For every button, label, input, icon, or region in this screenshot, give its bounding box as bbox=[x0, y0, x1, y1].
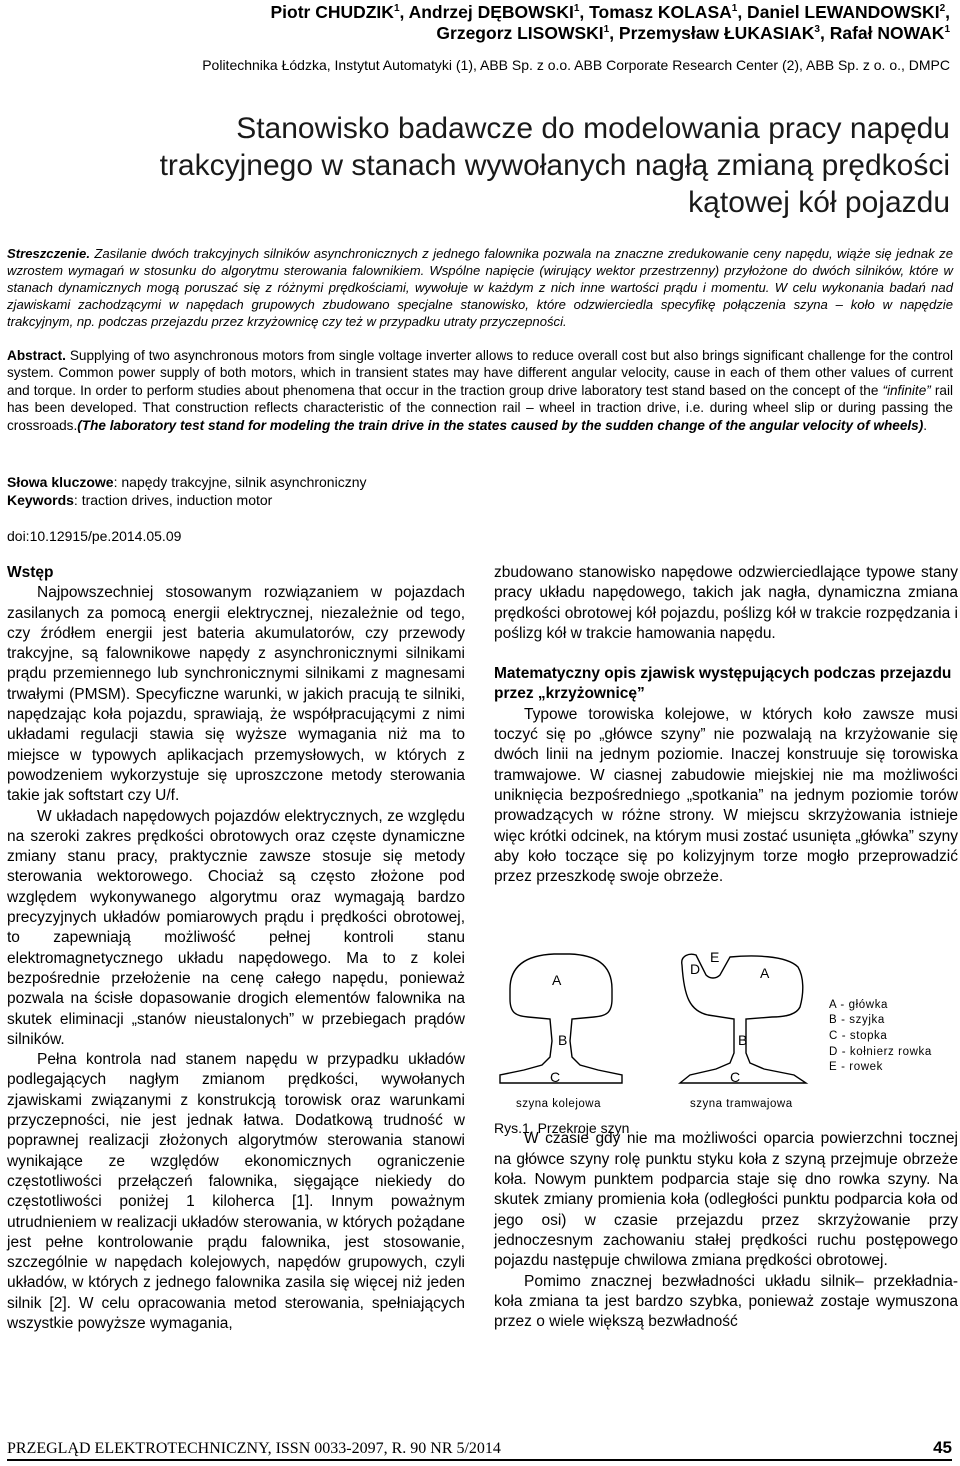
streszczenie-label: Streszczenie. bbox=[7, 246, 90, 261]
rail1-name: szyna kolejowa bbox=[516, 1098, 601, 1110]
authors-line-2 bbox=[90, 23, 950, 44]
legend-item: D - kołnierz rowka bbox=[829, 1046, 932, 1058]
keywords-en bbox=[7, 491, 272, 509]
journal-footer: PRZEGLĄD ELEKTROTECHNICZNY, ISSN 0033-2097, R. 90 NR 5/2014 bbox=[7, 1440, 501, 1457]
left-paragraph-2: W układach napędowych pojazdów elektrycznych, ze względu na szeroki zakres prędkości obrotowych oraz częste dynamiczne zmiany stanu pracy, praktycznie zawsze stosuje się metody sterowania wektorowego. Chociaż są często złożone pod względem wykonywanego algorytmu oraz wymagają bardzo precyzyjnych układów pomiarowych prądu i prędkości obrotowej, to zapewniają możliwość pełnej kontroli stanu elektromagnetycznego układu napędowego. Ma to z kolei bezpośrednie przełożenie na cenę całego napędu, ponieważ pozwala na ścisłe dopasowanie drogich elementów falownika na skutek eliminacji „stanów nieustalonych” w przebiegach prądów silników. bbox=[7, 807, 465, 1048]
abstract-text: Supplying of two asynchronous motors from single voltage inverter allows to reduce overall cost but also brings significant challenge for the control system. Common power supply of both motors, which in transient states may have different angular velocity, cause in each of them other values of current and torque. In order to perform studies about phenomena that occur in the traction group drive laboratory test stand based on the concept of the bbox=[7, 348, 953, 398]
abstract-end: . bbox=[923, 417, 928, 433]
keywords-pl-label: Słowa kluczowe bbox=[7, 474, 114, 490]
right-paragraph-4: Pomimo znacznej bezwładności układu silnik– przekładnia-koła zmiana ta jest bardzo szybka, ponieważ zostaje wymuszona przez o wiele większą bezwładność bbox=[494, 1272, 958, 1331]
rail2-label-a: A bbox=[760, 965, 770, 981]
keywords-en-label: Keywords bbox=[7, 492, 74, 508]
figure-caption: Rys.1. Przekroje szyn bbox=[494, 1120, 630, 1136]
author-name: Grzegorz LISOWSKI bbox=[436, 23, 604, 43]
abstract-english-title: (The laboratory test stand for modeling the train drive in the states caused by the sudden change of the angular velocity of wheels) bbox=[77, 417, 924, 433]
affiliation-sup: 1 bbox=[731, 3, 738, 15]
footer-rule bbox=[7, 1459, 952, 1461]
title-line: trakcyjnego w stanach wywołanych nagłą zmianą prędkości bbox=[159, 149, 950, 182]
abstract-paragraph bbox=[7, 347, 953, 434]
rail1-label-b: B bbox=[558, 1032, 568, 1048]
author-name: , Daniel LEWANDOWSKI bbox=[737, 2, 940, 22]
section-heading-matematyczny: Matematyczny opis zjawisk występujących podczas przejazdu przez „krzyżownicę” bbox=[494, 665, 952, 703]
rail2-label-e: E bbox=[710, 949, 720, 965]
authors bbox=[90, 2, 950, 44]
affiliation-sup: 1 bbox=[393, 3, 400, 15]
author-name: , Przemysław ŁUKASIAK bbox=[609, 23, 815, 43]
authors-line-1: Piotr CHUDZIK$^1$, Andrzej DĘBOWSKI$^1$, Tomasz KOLASA$^1$, Daniel LEWANDOWSKI$^2$, bbox=[270, 2, 950, 22]
keywords-pl bbox=[7, 473, 367, 491]
page-number: 45 bbox=[933, 1438, 952, 1457]
doi: doi:10.12915/pe.2014.05.09 bbox=[7, 528, 182, 544]
legend-item: C - stopka bbox=[829, 1030, 888, 1042]
rail-cross-section-figure bbox=[494, 945, 958, 1140]
keywords-en-text: : traction drives, induction motor bbox=[73, 492, 273, 508]
affiliation-sup: 1 bbox=[944, 24, 950, 36]
legend-item: A - główka bbox=[829, 999, 889, 1011]
right-paragraph-1: zbudowano stanowisko napędowe odzwierciedlające typowe stany pracy układu napędowego, takich jak nagła, dynamiczna zmiana prędkości obrotowej kół pojazdu, poślizg kół w trakcie rozpędzania i poślizg kół w trakcie hamowania napędu. bbox=[494, 564, 958, 642]
right-paragraph-3: W czasie gdy nie ma możliwości oparcia powierzchni tocznej na główce szyny rolę punktu styku koła z szyną przejmuje obrzeże koła. Nowym punktem podparcia staje się dno rowka szyny. Na skutek zmiany promienia koła (odległości punktu podparcia koła od jego osi) w czasie przejazdu przez skrzyżowanie przy jednoczesnym zachowaniu stałej prędkości ruchu postępowego pojazdu następuje chwilowa zmiana prędkości obrotowej. bbox=[494, 1130, 958, 1270]
rail2-label-c: C bbox=[730, 1069, 741, 1085]
abstract-infinite: “infinite” bbox=[882, 382, 931, 398]
abstract-text: rail has been developed. That construction reflects characteristic of the connection rail – wheel in traction drive, i.e. during wheel slip or during passing the crossroads. bbox=[7, 382, 954, 433]
right-paragraph-2: Typowe torowiska kolejowe, w których koło zawsze musi toczyć się po „główce szyny” nie pozwalają na krzyżowanie się dwóch linii na jednym poziomie. Inaczej konstruuje się torowiska tramwajowe. W ciasnej zabudowie miejskiej nie ma możliwości uniknięcia bezpośredniego „spotkania” na jednym poziomie torów prowadzących w różne strony. W miejscu skrzyżowania istnieje więc krótki odcinek, na którym musi zostać usunięta „główka” szyny aby koło toczące się po kolizyjnym torze mogło przeprowadzić przez przeszkodę swoje obrzeże. bbox=[494, 705, 958, 886]
author-name: , Andrzej DĘBOWSKI bbox=[399, 2, 574, 22]
rail1-label-a: A bbox=[552, 972, 562, 988]
author-name: , Tomasz KOLASA bbox=[579, 2, 732, 22]
title-line: kątowej kół pojazdu bbox=[688, 186, 950, 219]
author-name: , Rafał NOWAK bbox=[819, 23, 945, 43]
affiliation-sup: 2 bbox=[939, 3, 946, 15]
rail1-label-c: C bbox=[550, 1069, 561, 1085]
abstract-label: Abstract. bbox=[7, 348, 66, 363]
affiliation-sup: 1 bbox=[603, 24, 610, 36]
left-paragraph-3: Pełna kontrola nad stanem napędu w przypadku układów podlegających nagłym zmianom prędkości, wywołanych zjawiskami związanymi z konstrukcją torowisk oraz warunkami przyczepności, nie jest jednak łatwa. Dodatkową trudność w poprawnej realizacji złożonych algorytmów sterowania stanowi wynikające ze względów ekonomicznych ograniczenie częstotliwości przełączeń falownika, sięgające niekiedy do częstotliwości poniżej 1 kiloherca [1]. Innym poważnym utrudnieniem w realizacji układów sterowania, w których pożądane jest pełne kontrolowanie prądu falownika, jest stosowanie, szczególnie w napędach kolejowych, napędów grupowych, czyli układów, w których z jednego falownika zasila się więcej niż jeden silnik [2]. W celu opracowania metod sterowania, spełniających wszystkie powyższe wymagania, bbox=[7, 1051, 465, 1332]
streszczenie-text: Zasilanie dwóch trakcyjnych silników asynchronicznych z jednego falownika pozwala na znaczne zredukowanie ceny napędu, wiąże się jednak ze wzrostem wymagań w stosunku do algorytmu sterowania falownikiem. Wspólne napięcie (wirujący wektor przestrzenny) przyłożone do dwóch silników, które w stanach dynamicznych mogą poruszać się z różnymi prędkościami, wywołuje w każdym z nich inne wartości prądu i momentu. W celu wykonania badań nad zjawiskami zachodzącymi w napędach grupowych zbudowano specjalne stanowisko, które odzwierciedla specyfikę połączenia szyna – koło w napędzie trakcyjnym, np. podczas przejazdu przez krzyżownicę czy też w przypadku utraty przyczepności. bbox=[7, 246, 953, 329]
left-column bbox=[7, 563, 465, 1334]
rail2-name: szyna tramwajowa bbox=[690, 1098, 793, 1110]
streszczenie-paragraph bbox=[7, 245, 953, 330]
affiliation-sup: 3 bbox=[814, 24, 820, 36]
affiliation-sup: 1 bbox=[573, 3, 580, 15]
keywords-pl-text: : napędy trakcyjne, silnik asynchroniczny bbox=[113, 474, 367, 490]
left-paragraph-1: Najpowszechniej stosowanym rozwiązaniem w pojazdach zasilanych za pomocą energii elektrycznej, niezależnie od tego, czy źródłem energii jest bateria akumulatorów, czy przewody trakcyjne, są falownikowe napędy z asynchronicznymi silnikami prądu przemiennego lub synchronicznymi silnikami z magnesami trwałymi (PMSM). Specyficzne warunki, w jakich pracują te silniki, napędzając koła pojazdu, sprawiają, że współpracującymi z nimi układami regulacji stawia się wyższe wymagania niż ma to miejsce w typowych aplikacjach przemysłowych, w których z powodzeniem wykorzystuje się uproszczone metody sterowania takie jak softstart czy U/f. bbox=[7, 584, 465, 805]
rail2-label-b: B bbox=[738, 1032, 748, 1048]
legend-item: E - rowek bbox=[829, 1061, 883, 1073]
section-heading-wstep: Wstęp bbox=[7, 564, 54, 581]
paper-title bbox=[90, 110, 950, 221]
author-name: Piotr CHUDZIK bbox=[270, 2, 394, 22]
affiliation: Politechnika Łódzka, Instytut Automatyki (1), ABB Sp. z o.o. ABB Corporate Research Center (2), ABB Sp. z o. o., DMPC bbox=[202, 57, 950, 73]
rail2-label-d: D bbox=[690, 961, 701, 977]
title-line: Stanowisko badawcze do modelowania pracy napędu bbox=[236, 112, 950, 145]
legend-item: B - szyjka bbox=[829, 1014, 885, 1026]
